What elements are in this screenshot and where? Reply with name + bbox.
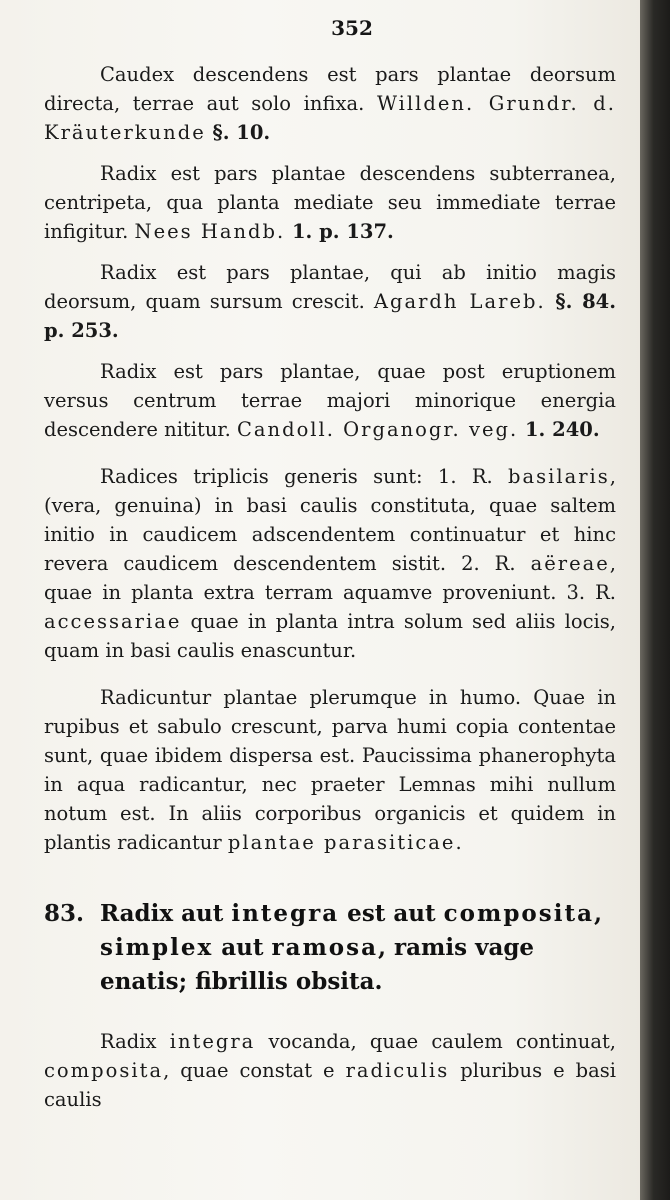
paragraph-caudex: Caudex descendens est pars plantae deorsum directa, terrae aut solo infixa. Willden. Grundr. d. Kräuterkunde §. 10.: [44, 63, 616, 144]
section-number: 83.: [44, 900, 85, 927]
author-citation: Agardh Lareb.: [373, 290, 546, 313]
paragraph-radix-nees: Radix est pars plantae descendens subterranea, centripeta, qua planta mediate seu immediate terrae infigitur. Nees Handb. 1. p. 137.: [44, 162, 616, 243]
author-citation: Nees Handb.: [134, 220, 286, 243]
paragraph-radicuntur: Radicuntur plantae plerumque in humo. Quae in rupibus et sabulo crescunt, parva humi copia contentae sunt, quae ibidem dispersa est. Paucissima phanerophyta in aqua radicantur, nec praeter Lemnas mihi nullum notum est. In aliis corporibus organicis et quidem in plantis radicantur plantae parasiticae.: [44, 686, 616, 854]
author-citation: Willden. Grundr. d. Kräuterkunde: [44, 92, 616, 144]
author-citation: Candoll. Organogr. veg.: [236, 418, 519, 441]
page-edge-shadow: [640, 0, 670, 1200]
paragraph-radices: Radices triplicis generis sunt: 1. R. basilaris, (vera, genuina) in basi caulis constituta, quae saltem initio in caudicem adscendentem continuatur et hinc revera caudicem descendentem sistit. 2. R. aëreae, quae in planta extra terram aquamve proveniunt. 3. R. accessariae quae in planta intra solum sed aliis locis, quam in basi caulis enascuntur.: [44, 465, 616, 662]
paragraph-radix-agardh: Radix est pars plantae, qui ab initio magis deorsum, quam sursum crescit. Agardh Lareb. §. 84. p. 253.: [44, 261, 617, 342]
section-83-heading: [44, 897, 616, 999]
paragraph-integra: Radix integra vocanda, quae caulem continuat, composita, quae constat e radiculis pluribus e basi caulis: [44, 1030, 617, 1111]
section-title: Radix aut integra est aut composita, simplex aut ramosa, ramis vage enatis; fibrillis obsita.: [100, 900, 602, 995]
paragraph-radix-candoll: Radix est pars plantae, quae post eruptionem versus centrum terrae majori minorique energia descendere nititur. Candoll. Organogr. veg. 1. 240.: [44, 360, 616, 441]
page-number: 352: [331, 16, 373, 40]
